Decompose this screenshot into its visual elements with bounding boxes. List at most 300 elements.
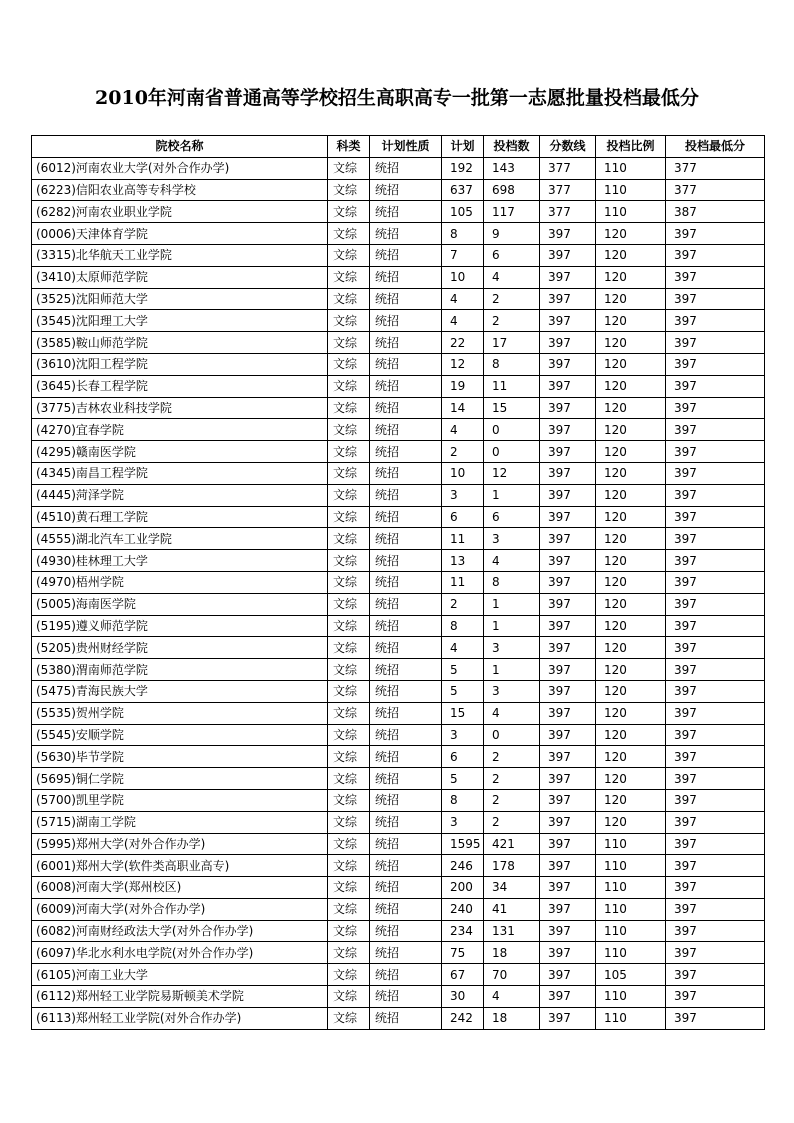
cell-subject-category: 文综 bbox=[328, 441, 370, 463]
cell-admission-ratio: 120 bbox=[596, 571, 666, 593]
header-subject-category: 科类 bbox=[328, 136, 370, 158]
cell-plan-type: 统招 bbox=[370, 266, 442, 288]
cell-admitted-count: 1 bbox=[484, 484, 540, 506]
cell-subject-category: 文综 bbox=[328, 310, 370, 332]
table-row bbox=[32, 157, 765, 179]
cell-score-line: 397 bbox=[540, 680, 596, 702]
table-row bbox=[32, 571, 765, 593]
cell-school-name: (6008)河南大学(郑州校区) bbox=[32, 877, 328, 899]
cell-admitted-count: 6 bbox=[484, 244, 540, 266]
cell-admission-ratio: 120 bbox=[596, 244, 666, 266]
cell-admission-ratio: 110 bbox=[596, 877, 666, 899]
cell-admitted-count: 178 bbox=[484, 855, 540, 877]
cell-admission-ratio: 120 bbox=[596, 223, 666, 245]
cell-subject-category: 文综 bbox=[328, 680, 370, 702]
cell-score-line: 377 bbox=[540, 157, 596, 179]
cell-school-name: (5380)渭南师范学院 bbox=[32, 659, 328, 681]
cell-plan-type: 统招 bbox=[370, 550, 442, 572]
table-row bbox=[32, 768, 765, 790]
cell-subject-category: 文综 bbox=[328, 375, 370, 397]
cell-score-line: 397 bbox=[540, 702, 596, 724]
cell-score-line: 397 bbox=[540, 441, 596, 463]
cell-plan-count: 240 bbox=[442, 898, 484, 920]
header-min-score: 投档最低分 bbox=[666, 136, 765, 158]
cell-plan-count: 75 bbox=[442, 942, 484, 964]
cell-plan-type: 统招 bbox=[370, 898, 442, 920]
cell-subject-category: 文综 bbox=[328, 1007, 370, 1029]
cell-plan-count: 10 bbox=[442, 462, 484, 484]
cell-school-name: (4270)宜春学院 bbox=[32, 419, 328, 441]
cell-admitted-count: 1 bbox=[484, 615, 540, 637]
cell-plan-type: 统招 bbox=[370, 223, 442, 245]
table-row bbox=[32, 441, 765, 463]
cell-min-score: 397 bbox=[666, 484, 765, 506]
cell-score-line: 397 bbox=[540, 244, 596, 266]
cell-score-line: 397 bbox=[540, 811, 596, 833]
cell-score-line: 397 bbox=[540, 833, 596, 855]
cell-admitted-count: 0 bbox=[484, 419, 540, 441]
cell-subject-category: 文综 bbox=[328, 506, 370, 528]
table-row bbox=[32, 986, 765, 1008]
cell-plan-type: 统招 bbox=[370, 789, 442, 811]
table-row bbox=[32, 484, 765, 506]
cell-admission-ratio: 120 bbox=[596, 724, 666, 746]
cell-min-score: 397 bbox=[666, 659, 765, 681]
cell-min-score: 387 bbox=[666, 201, 765, 223]
cell-subject-category: 文综 bbox=[328, 332, 370, 354]
cell-plan-type: 统招 bbox=[370, 571, 442, 593]
cell-admitted-count: 2 bbox=[484, 288, 540, 310]
header-admitted-count: 投档数 bbox=[484, 136, 540, 158]
cell-admission-ratio: 110 bbox=[596, 157, 666, 179]
cell-score-line: 397 bbox=[540, 964, 596, 986]
cell-school-name: (0006)天津体育学院 bbox=[32, 223, 328, 245]
cell-min-score: 397 bbox=[666, 637, 765, 659]
cell-score-line: 397 bbox=[540, 266, 596, 288]
cell-subject-category: 文综 bbox=[328, 353, 370, 375]
cell-admitted-count: 3 bbox=[484, 680, 540, 702]
cell-school-name: (5995)郑州大学(对外合作办学) bbox=[32, 833, 328, 855]
cell-min-score: 397 bbox=[666, 615, 765, 637]
cell-min-score: 397 bbox=[666, 964, 765, 986]
cell-subject-category: 文综 bbox=[328, 920, 370, 942]
cell-plan-type: 统招 bbox=[370, 441, 442, 463]
cell-plan-type: 统招 bbox=[370, 637, 442, 659]
cell-admission-ratio: 120 bbox=[596, 462, 666, 484]
cell-school-name: (4345)南昌工程学院 bbox=[32, 462, 328, 484]
cell-plan-type: 统招 bbox=[370, 680, 442, 702]
cell-score-line: 397 bbox=[540, 462, 596, 484]
cell-subject-category: 文综 bbox=[328, 593, 370, 615]
cell-plan-type: 统招 bbox=[370, 528, 442, 550]
cell-subject-category: 文综 bbox=[328, 898, 370, 920]
cell-score-line: 397 bbox=[540, 288, 596, 310]
cell-subject-category: 文综 bbox=[328, 528, 370, 550]
cell-subject-category: 文综 bbox=[328, 637, 370, 659]
cell-score-line: 397 bbox=[540, 484, 596, 506]
cell-school-name: (5205)贵州财经学院 bbox=[32, 637, 328, 659]
cell-min-score: 397 bbox=[666, 441, 765, 463]
table-row bbox=[32, 397, 765, 419]
cell-plan-count: 30 bbox=[442, 986, 484, 1008]
cell-admitted-count: 15 bbox=[484, 397, 540, 419]
cell-min-score: 397 bbox=[666, 986, 765, 1008]
cell-plan-count: 12 bbox=[442, 353, 484, 375]
table-row bbox=[32, 310, 765, 332]
cell-subject-category: 文综 bbox=[328, 789, 370, 811]
cell-admission-ratio: 120 bbox=[596, 811, 666, 833]
cell-score-line: 397 bbox=[540, 353, 596, 375]
cell-subject-category: 文综 bbox=[328, 244, 370, 266]
cell-subject-category: 文综 bbox=[328, 964, 370, 986]
table-row bbox=[32, 659, 765, 681]
cell-school-name: (6223)信阳农业高等专科学校 bbox=[32, 179, 328, 201]
cell-plan-count: 6 bbox=[442, 506, 484, 528]
cell-admitted-count: 2 bbox=[484, 768, 540, 790]
cell-plan-count: 19 bbox=[442, 375, 484, 397]
cell-plan-count: 4 bbox=[442, 310, 484, 332]
cell-min-score: 397 bbox=[666, 746, 765, 768]
cell-score-line: 397 bbox=[540, 659, 596, 681]
cell-min-score: 397 bbox=[666, 920, 765, 942]
cell-admitted-count: 0 bbox=[484, 441, 540, 463]
table-row bbox=[32, 964, 765, 986]
cell-admitted-count: 6 bbox=[484, 506, 540, 528]
cell-plan-type: 统招 bbox=[370, 332, 442, 354]
cell-admission-ratio: 120 bbox=[596, 506, 666, 528]
cell-plan-count: 13 bbox=[442, 550, 484, 572]
cell-plan-count: 246 bbox=[442, 855, 484, 877]
cell-admitted-count: 8 bbox=[484, 571, 540, 593]
table-row bbox=[32, 615, 765, 637]
cell-plan-count: 8 bbox=[442, 223, 484, 245]
cell-school-name: (5545)安顺学院 bbox=[32, 724, 328, 746]
cell-plan-count: 3 bbox=[442, 811, 484, 833]
cell-admission-ratio: 110 bbox=[596, 1007, 666, 1029]
cell-admitted-count: 18 bbox=[484, 1007, 540, 1029]
cell-admitted-count: 9 bbox=[484, 223, 540, 245]
cell-plan-type: 统招 bbox=[370, 855, 442, 877]
cell-admission-ratio: 120 bbox=[596, 702, 666, 724]
cell-school-name: (3610)沈阳工程学院 bbox=[32, 353, 328, 375]
cell-plan-type: 统招 bbox=[370, 506, 442, 528]
table-row bbox=[32, 288, 765, 310]
cell-score-line: 397 bbox=[540, 615, 596, 637]
cell-admission-ratio: 120 bbox=[596, 768, 666, 790]
table-row bbox=[32, 266, 765, 288]
cell-school-name: (4445)菏泽学院 bbox=[32, 484, 328, 506]
table-row bbox=[32, 702, 765, 724]
cell-school-name: (5715)湖南工学院 bbox=[32, 811, 328, 833]
cell-subject-category: 文综 bbox=[328, 266, 370, 288]
cell-admission-ratio: 110 bbox=[596, 833, 666, 855]
cell-plan-count: 192 bbox=[442, 157, 484, 179]
cell-school-name: (4295)赣南医学院 bbox=[32, 441, 328, 463]
table-row bbox=[32, 811, 765, 833]
cell-admission-ratio: 120 bbox=[596, 397, 666, 419]
cell-plan-type: 统招 bbox=[370, 811, 442, 833]
cell-plan-type: 统招 bbox=[370, 746, 442, 768]
table-row bbox=[32, 462, 765, 484]
cell-plan-count: 2 bbox=[442, 441, 484, 463]
cell-school-name: (3585)鞍山师范学院 bbox=[32, 332, 328, 354]
cell-plan-count: 4 bbox=[442, 637, 484, 659]
cell-school-name: (5195)遵义师范学院 bbox=[32, 615, 328, 637]
cell-plan-count: 2 bbox=[442, 593, 484, 615]
cell-plan-count: 8 bbox=[442, 615, 484, 637]
cell-min-score: 397 bbox=[666, 550, 765, 572]
cell-admitted-count: 11 bbox=[484, 375, 540, 397]
cell-admission-ratio: 120 bbox=[596, 266, 666, 288]
header-plan-count: 计划 bbox=[442, 136, 484, 158]
cell-admission-ratio: 120 bbox=[596, 441, 666, 463]
cell-admission-ratio: 120 bbox=[596, 288, 666, 310]
cell-plan-type: 统招 bbox=[370, 724, 442, 746]
cell-plan-count: 200 bbox=[442, 877, 484, 899]
cell-subject-category: 文综 bbox=[328, 550, 370, 572]
cell-school-name: (5475)青海民族大学 bbox=[32, 680, 328, 702]
cell-admitted-count: 1 bbox=[484, 659, 540, 681]
cell-plan-count: 6 bbox=[442, 746, 484, 768]
table-row bbox=[32, 746, 765, 768]
cell-subject-category: 文综 bbox=[328, 223, 370, 245]
cell-subject-category: 文综 bbox=[328, 877, 370, 899]
cell-score-line: 397 bbox=[540, 855, 596, 877]
cell-min-score: 397 bbox=[666, 462, 765, 484]
cell-min-score: 397 bbox=[666, 353, 765, 375]
cell-min-score: 397 bbox=[666, 855, 765, 877]
cell-score-line: 397 bbox=[540, 789, 596, 811]
cell-min-score: 397 bbox=[666, 680, 765, 702]
cell-admission-ratio: 120 bbox=[596, 659, 666, 681]
cell-plan-type: 统招 bbox=[370, 419, 442, 441]
cell-school-name: (5695)铜仁学院 bbox=[32, 768, 328, 790]
cell-admission-ratio: 120 bbox=[596, 593, 666, 615]
cell-plan-type: 统招 bbox=[370, 833, 442, 855]
cell-admitted-count: 0 bbox=[484, 724, 540, 746]
cell-school-name: (5630)毕节学院 bbox=[32, 746, 328, 768]
cell-plan-type: 统招 bbox=[370, 179, 442, 201]
cell-admitted-count: 4 bbox=[484, 986, 540, 1008]
cell-admission-ratio: 120 bbox=[596, 375, 666, 397]
cell-admission-ratio: 120 bbox=[596, 484, 666, 506]
cell-admitted-count: 8 bbox=[484, 353, 540, 375]
cell-school-name: (5700)凯里学院 bbox=[32, 789, 328, 811]
cell-subject-category: 文综 bbox=[328, 768, 370, 790]
table-body bbox=[32, 157, 765, 1029]
cell-min-score: 377 bbox=[666, 179, 765, 201]
cell-plan-count: 10 bbox=[442, 266, 484, 288]
cell-admitted-count: 143 bbox=[484, 157, 540, 179]
cell-admitted-count: 421 bbox=[484, 833, 540, 855]
cell-plan-type: 统招 bbox=[370, 462, 442, 484]
cell-admitted-count: 17 bbox=[484, 332, 540, 354]
cell-school-name: (5005)海南医学院 bbox=[32, 593, 328, 615]
cell-plan-count: 637 bbox=[442, 179, 484, 201]
cell-plan-count: 14 bbox=[442, 397, 484, 419]
cell-subject-category: 文综 bbox=[328, 179, 370, 201]
cell-school-name: (4970)梧州学院 bbox=[32, 571, 328, 593]
cell-plan-type: 统招 bbox=[370, 484, 442, 506]
cell-plan-count: 3 bbox=[442, 724, 484, 746]
cell-min-score: 397 bbox=[666, 898, 765, 920]
cell-plan-type: 统招 bbox=[370, 1007, 442, 1029]
cell-school-name: (3545)沈阳理工大学 bbox=[32, 310, 328, 332]
cell-plan-type: 统招 bbox=[370, 353, 442, 375]
cell-admission-ratio: 110 bbox=[596, 179, 666, 201]
cell-min-score: 397 bbox=[666, 397, 765, 419]
admission-score-table bbox=[31, 135, 765, 1030]
cell-min-score: 397 bbox=[666, 593, 765, 615]
cell-subject-category: 文综 bbox=[328, 942, 370, 964]
table-row bbox=[32, 201, 765, 223]
cell-score-line: 397 bbox=[540, 593, 596, 615]
cell-min-score: 397 bbox=[666, 288, 765, 310]
table-row bbox=[32, 1007, 765, 1029]
cell-score-line: 377 bbox=[540, 201, 596, 223]
cell-score-line: 397 bbox=[540, 332, 596, 354]
cell-admitted-count: 34 bbox=[484, 877, 540, 899]
cell-admitted-count: 698 bbox=[484, 179, 540, 201]
table-row bbox=[32, 942, 765, 964]
cell-plan-type: 统招 bbox=[370, 615, 442, 637]
cell-subject-category: 文综 bbox=[328, 397, 370, 419]
cell-plan-type: 统招 bbox=[370, 397, 442, 419]
cell-plan-count: 242 bbox=[442, 1007, 484, 1029]
cell-score-line: 397 bbox=[540, 746, 596, 768]
cell-min-score: 397 bbox=[666, 528, 765, 550]
cell-plan-type: 统招 bbox=[370, 310, 442, 332]
table-row bbox=[32, 353, 765, 375]
header-plan-type: 计划性质 bbox=[370, 136, 442, 158]
cell-subject-category: 文综 bbox=[328, 288, 370, 310]
cell-min-score: 397 bbox=[666, 223, 765, 245]
cell-plan-count: 4 bbox=[442, 419, 484, 441]
cell-school-name: (3525)沈阳师范大学 bbox=[32, 288, 328, 310]
cell-admission-ratio: 120 bbox=[596, 637, 666, 659]
table-row bbox=[32, 593, 765, 615]
cell-admission-ratio: 110 bbox=[596, 942, 666, 964]
table-row bbox=[32, 332, 765, 354]
cell-score-line: 397 bbox=[540, 986, 596, 1008]
cell-score-line: 397 bbox=[540, 419, 596, 441]
cell-score-line: 397 bbox=[540, 898, 596, 920]
cell-school-name: (3645)长春工程学院 bbox=[32, 375, 328, 397]
cell-min-score: 397 bbox=[666, 877, 765, 899]
cell-admission-ratio: 110 bbox=[596, 201, 666, 223]
cell-score-line: 397 bbox=[540, 724, 596, 746]
cell-plan-count: 4 bbox=[442, 288, 484, 310]
cell-score-line: 397 bbox=[540, 310, 596, 332]
header-score-line: 分数线 bbox=[540, 136, 596, 158]
table-row bbox=[32, 833, 765, 855]
cell-score-line: 397 bbox=[540, 550, 596, 572]
cell-plan-type: 统招 bbox=[370, 659, 442, 681]
document-title: 2010年河南省普通高等学校招生高职高专一批第一志愿批量投档最低分 bbox=[95, 87, 699, 109]
cell-score-line: 397 bbox=[540, 920, 596, 942]
cell-plan-type: 统招 bbox=[370, 201, 442, 223]
cell-admitted-count: 3 bbox=[484, 637, 540, 659]
cell-plan-count: 234 bbox=[442, 920, 484, 942]
cell-admitted-count: 2 bbox=[484, 746, 540, 768]
table-row bbox=[32, 375, 765, 397]
cell-plan-count: 5 bbox=[442, 659, 484, 681]
cell-school-name: (4930)桂林理工大学 bbox=[32, 550, 328, 572]
cell-subject-category: 文综 bbox=[328, 986, 370, 1008]
table-row bbox=[32, 877, 765, 899]
cell-school-name: (6105)河南工业大学 bbox=[32, 964, 328, 986]
cell-admitted-count: 2 bbox=[484, 310, 540, 332]
cell-admitted-count: 18 bbox=[484, 942, 540, 964]
cell-admission-ratio: 120 bbox=[596, 419, 666, 441]
table-row bbox=[32, 419, 765, 441]
table-row bbox=[32, 898, 765, 920]
table-row bbox=[32, 920, 765, 942]
cell-score-line: 397 bbox=[540, 528, 596, 550]
cell-school-name: (6112)郑州轻工业学院易斯顿美术学院 bbox=[32, 986, 328, 1008]
cell-subject-category: 文综 bbox=[328, 484, 370, 506]
cell-score-line: 377 bbox=[540, 179, 596, 201]
cell-min-score: 377 bbox=[666, 157, 765, 179]
table-row bbox=[32, 855, 765, 877]
header-school-name: 院校名称 bbox=[32, 136, 328, 158]
cell-min-score: 397 bbox=[666, 332, 765, 354]
cell-plan-count: 67 bbox=[442, 964, 484, 986]
cell-score-line: 397 bbox=[540, 877, 596, 899]
cell-admission-ratio: 110 bbox=[596, 920, 666, 942]
cell-min-score: 397 bbox=[666, 811, 765, 833]
cell-admission-ratio: 120 bbox=[596, 680, 666, 702]
cell-plan-type: 统招 bbox=[370, 244, 442, 266]
cell-min-score: 397 bbox=[666, 942, 765, 964]
cell-min-score: 397 bbox=[666, 724, 765, 746]
cell-admitted-count: 1 bbox=[484, 593, 540, 615]
cell-admitted-count: 131 bbox=[484, 920, 540, 942]
cell-subject-category: 文综 bbox=[328, 659, 370, 681]
table-row bbox=[32, 223, 765, 245]
cell-subject-category: 文综 bbox=[328, 419, 370, 441]
cell-school-name: (3315)北华航天工业学院 bbox=[32, 244, 328, 266]
cell-admission-ratio: 120 bbox=[596, 746, 666, 768]
cell-score-line: 397 bbox=[540, 375, 596, 397]
cell-school-name: (5535)贺州学院 bbox=[32, 702, 328, 724]
cell-school-name: (6113)郑州轻工业学院(对外合作办学) bbox=[32, 1007, 328, 1029]
cell-plan-count: 8 bbox=[442, 789, 484, 811]
cell-plan-type: 统招 bbox=[370, 986, 442, 1008]
cell-score-line: 397 bbox=[540, 942, 596, 964]
cell-plan-type: 统招 bbox=[370, 375, 442, 397]
cell-plan-count: 15 bbox=[442, 702, 484, 724]
cell-school-name: (6001)郑州大学(软件类高职业高专) bbox=[32, 855, 328, 877]
cell-score-line: 397 bbox=[540, 637, 596, 659]
cell-school-name: (4510)黄石理工学院 bbox=[32, 506, 328, 528]
table-row bbox=[32, 789, 765, 811]
cell-plan-count: 5 bbox=[442, 768, 484, 790]
cell-admitted-count: 4 bbox=[484, 702, 540, 724]
cell-min-score: 397 bbox=[666, 789, 765, 811]
cell-subject-category: 文综 bbox=[328, 702, 370, 724]
table-row bbox=[32, 724, 765, 746]
cell-admitted-count: 4 bbox=[484, 550, 540, 572]
cell-admission-ratio: 110 bbox=[596, 898, 666, 920]
cell-plan-count: 11 bbox=[442, 528, 484, 550]
cell-plan-count: 105 bbox=[442, 201, 484, 223]
header-admission-ratio: 投档比例 bbox=[596, 136, 666, 158]
cell-subject-category: 文综 bbox=[328, 571, 370, 593]
table-row bbox=[32, 528, 765, 550]
cell-admitted-count: 117 bbox=[484, 201, 540, 223]
cell-score-line: 397 bbox=[540, 768, 596, 790]
